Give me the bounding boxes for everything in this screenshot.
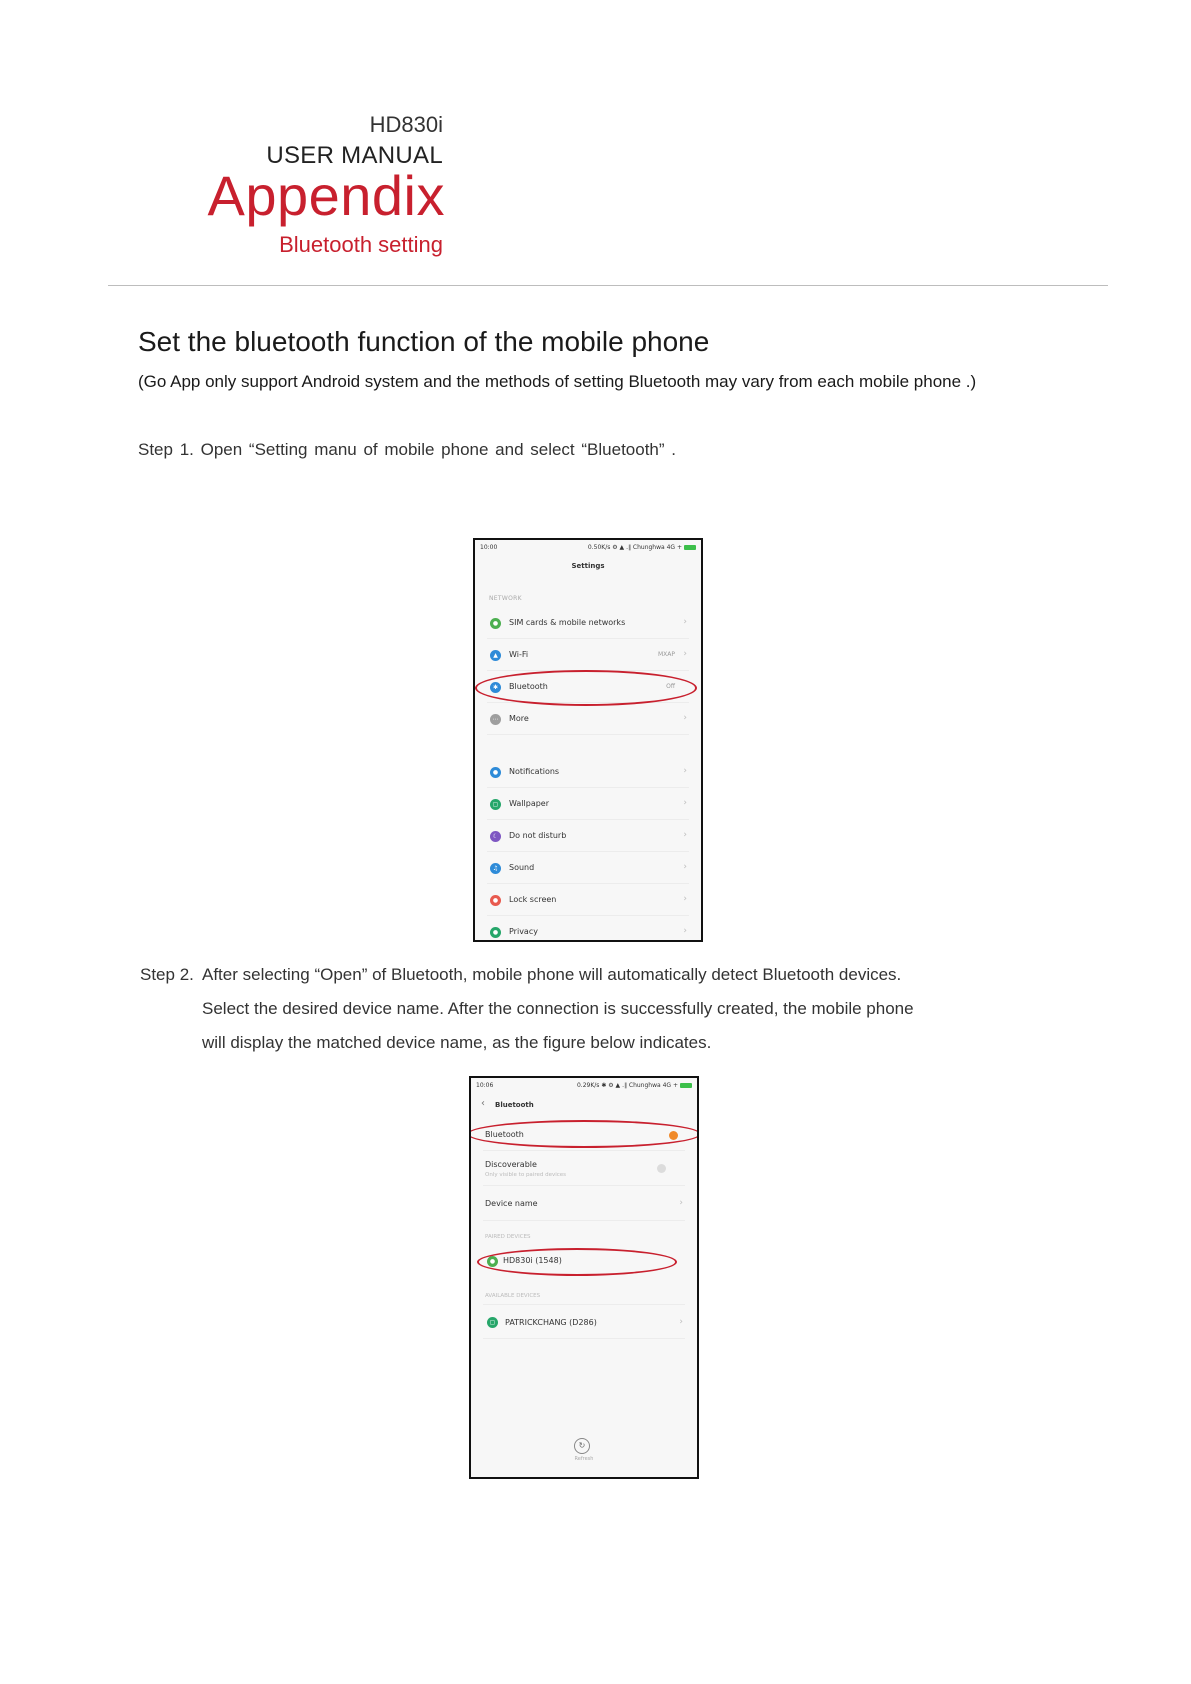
wifi-icon: ▲	[490, 650, 501, 661]
discoverable-subtext: Only visible to paired devices	[485, 1172, 567, 1178]
status-bar	[475, 540, 701, 554]
settings-item-label: Notifications	[509, 767, 560, 776]
chevron-right-icon: ›	[683, 926, 687, 936]
refresh-label[interactable]: Refresh	[574, 1456, 594, 1462]
section-title: Set the bluetooth function of the mobile phone	[138, 326, 710, 357]
network-section-label: NETWORK	[489, 595, 522, 602]
paired-device-highlight-circle	[477, 1248, 677, 1276]
sim-icon: ●	[490, 618, 501, 629]
status-time: 10:06	[476, 1082, 494, 1089]
chevron-right-icon: ›	[683, 713, 687, 723]
settings-item-label: More	[509, 714, 529, 723]
chevron-right-icon: ›	[683, 830, 687, 840]
bluetooth-page-title: Bluetooth	[495, 1101, 534, 1109]
notifications-icon: ●	[490, 767, 501, 778]
step-2-text: After selecting “Open” of Bluetooth, mobile phone will automatically detect Bluetooth devices.	[202, 965, 902, 984]
chevron-right-icon: ›	[683, 798, 687, 808]
refresh-icon[interactable]: ↻	[574, 1438, 590, 1454]
bluetooth-toggle-label: Bluetooth	[485, 1130, 524, 1139]
status-time: 10:00	[480, 544, 498, 551]
moon-icon: ☾	[490, 831, 501, 842]
header-divider	[108, 285, 1108, 286]
divider	[483, 1185, 685, 1186]
bluetooth-state-value: Off	[666, 683, 675, 690]
settings-item-sound[interactable]	[487, 853, 689, 884]
settings-item-label: Wi-Fi	[509, 650, 529, 659]
battery-icon	[680, 1083, 692, 1088]
settings-item-label: Sound	[509, 863, 535, 872]
settings-item-label: Wallpaper	[509, 799, 550, 808]
speaker-icon: ♫	[490, 863, 501, 874]
settings-item-label: Privacy	[509, 927, 538, 936]
appendix-heading: Appendix	[207, 164, 445, 227]
chevron-right-icon: ›	[683, 617, 687, 627]
bluetooth-toggle-highlight-circle	[469, 1120, 699, 1148]
chevron-right-icon: ›	[683, 766, 687, 776]
lock-icon: ●	[490, 895, 501, 906]
device-name-label[interactable]: Device name	[485, 1199, 538, 1208]
model-name: HD830i	[369, 112, 443, 137]
more-icon: ⋯	[490, 714, 501, 725]
bluetooth-screenshot	[469, 1076, 699, 1479]
settings-title: Settings	[571, 562, 605, 570]
settings-item-wallpaper[interactable]	[487, 789, 689, 820]
step-2-line-1	[140, 965, 901, 985]
back-arrow-icon[interactable]: ‹	[481, 1098, 485, 1109]
available-device-name: PATRICKCHANG (D286)	[505, 1318, 597, 1327]
status-text: 0.50K/s ⚙ ▲ .∥ Chunghwa 4G +	[587, 544, 682, 551]
battery-icon	[684, 545, 696, 550]
manual-label: USER MANUAL	[266, 142, 443, 169]
wifi-network-value: MXAP	[657, 651, 675, 658]
settings-item-lock-screen[interactable]	[487, 885, 689, 916]
appendix-subtitle: Bluetooth setting	[279, 232, 443, 257]
chevron-right-icon: ›	[679, 1317, 683, 1327]
step-2-line-2: Select the desired device name. After the connection is successfully created, the mobile phone	[202, 999, 914, 1018]
settings-item-label: Bluetooth	[509, 682, 548, 691]
step-2-line-3: will display the matched device name, as the figure below indicates.	[202, 1033, 712, 1052]
settings-screenshot	[473, 538, 703, 942]
status-info	[577, 1082, 692, 1089]
headphones-icon: ●	[487, 1256, 498, 1267]
section-note: (Go App only support Android system and the methods of setting Bluetooth may vary from each mobile phone .)	[138, 372, 977, 391]
divider	[483, 1220, 685, 1221]
bluetooth-highlight-circle	[475, 670, 697, 706]
settings-item-wifi[interactable]	[487, 640, 689, 671]
available-device-row[interactable]	[483, 1308, 685, 1339]
status-info	[588, 544, 696, 551]
step-1-text: Step 1. Open “Setting manu of mobile phone and select “Bluetooth” .	[138, 440, 676, 459]
privacy-icon: ●	[490, 927, 501, 938]
discoverable-toggle[interactable]	[657, 1164, 666, 1173]
discoverable-label: Discoverable	[485, 1160, 537, 1169]
wallpaper-icon: ▢	[490, 799, 501, 810]
chevron-right-icon: ›	[683, 894, 687, 904]
paired-devices-header: PAIRED DEVICES	[485, 1234, 531, 1240]
bluetooth-icon: ✱	[490, 682, 501, 693]
status-bar	[471, 1078, 697, 1092]
settings-item-sim[interactable]	[487, 608, 689, 639]
chevron-right-icon: ›	[679, 1198, 683, 1208]
chevron-right-icon: ›	[683, 862, 687, 872]
settings-item-label: Lock screen	[509, 895, 557, 904]
settings-item-notifications[interactable]	[487, 757, 689, 788]
settings-item-privacy[interactable]	[487, 917, 689, 942]
divider	[483, 1150, 685, 1151]
divider	[483, 1304, 685, 1305]
device-icon: ▢	[487, 1317, 498, 1328]
step-2-label: Step 2.	[140, 965, 194, 984]
paired-device-name: HD830i (1548)	[503, 1256, 562, 1265]
settings-item-label: SIM cards & mobile networks	[509, 618, 626, 627]
settings-item-label: Do not disturb	[509, 831, 567, 840]
chevron-right-icon: ›	[683, 649, 687, 659]
settings-item-do-not-disturb[interactable]	[487, 821, 689, 852]
status-text: 0.29K/s ✱ ⚙ ▲ .∥ Chunghwa 4G +	[576, 1082, 678, 1089]
settings-item-more[interactable]	[487, 704, 689, 735]
available-devices-header: AVAILABLE DEVICES	[485, 1293, 541, 1299]
